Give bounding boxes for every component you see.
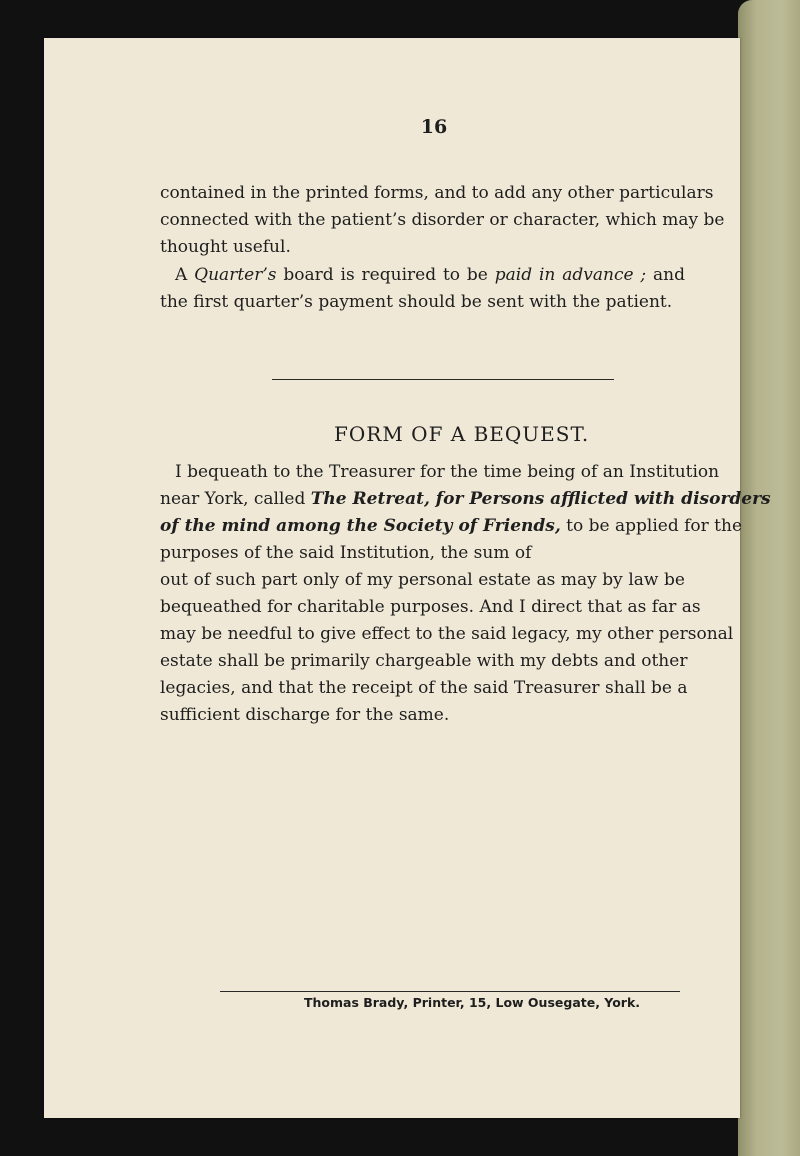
text-line: sufficient discharge for the same. — [160, 705, 450, 725]
italic-span: paid in advance ; — [494, 265, 647, 285]
text-span: to be applied for the — [560, 516, 743, 536]
italic-span: Quarter’s — [194, 265, 277, 285]
divider-rule — [272, 379, 614, 380]
text-line: connected with the patient’s disorder or character, which may be — [160, 210, 725, 230]
text-line: contained in the printed forms, and to add any other particulars — [160, 183, 714, 203]
bequest-paragraph — [160, 459, 771, 729]
background-board — [738, 0, 800, 1156]
text-line — [160, 262, 685, 289]
text-span: and — [646, 265, 686, 285]
text-line: bequeathed for charitable purposes. And I direct that as far as — [160, 597, 701, 617]
text-line: I bequeath to the Treasurer for the time being of an Institution — [175, 462, 720, 482]
footer-rule — [220, 991, 680, 992]
text-line: the first quarter’s payment should be sent with the patient. — [160, 292, 673, 312]
text-line — [160, 513, 743, 540]
text-line: thought useful. — [160, 237, 291, 257]
book-page — [44, 38, 771, 1118]
text-line: legacies, and that the receipt of the said Treasurer shall be a — [160, 678, 688, 698]
printer-imprint: Thomas Brady, Printer, 15, Low Ousegate, York. — [303, 995, 641, 1010]
text-line — [160, 486, 771, 513]
text-span: near York, called — [160, 489, 311, 509]
text-line: purposes of the said Institution, the sum of — [160, 543, 532, 563]
text-line: out of such part only of my personal estate as may by law be — [160, 570, 685, 590]
text-line: may be needful to give effect to the said legacy, my other personal — [160, 624, 734, 644]
text-line: estate shall be primarily chargeable with my debts and other — [160, 651, 688, 671]
text-span: A — [175, 265, 195, 285]
section-heading: FORM OF A BEQUEST. — [334, 422, 590, 446]
text-span: board is required to be — [276, 265, 495, 285]
top-paragraph — [160, 180, 725, 261]
italic-span: of the mind among the Society of Friends, — [160, 516, 561, 536]
page-number: 16 — [420, 116, 448, 138]
board-paragraph — [160, 262, 685, 316]
italic-span: The Retreat, for Persons afflicted with disorders — [310, 489, 771, 509]
